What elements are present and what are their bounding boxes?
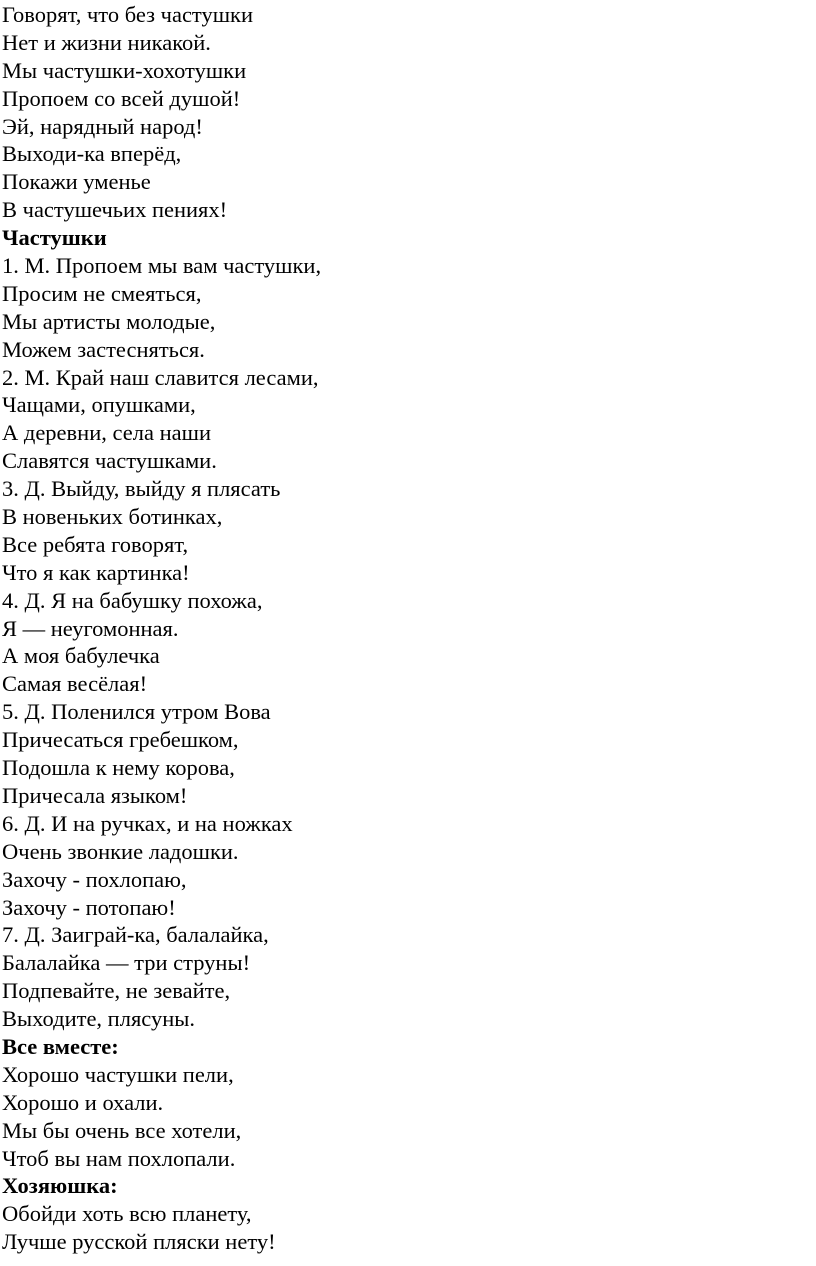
verse-line: Захочу - потопаю! [2, 894, 176, 920]
hostess-stanza [2, 1200, 812, 1256]
verse-line: Что я как картинка! [2, 559, 190, 585]
together-line: Чтоб вы нам похлопали. [2, 1145, 236, 1171]
verse-line: Мы артисты молодые, [2, 308, 216, 334]
intro-line: Мы частушки-хохотушки [2, 57, 247, 83]
verse-line: Очень звонкие ладошки. [2, 838, 239, 864]
verse-line: 2. М. Край наш славится лесами, [2, 364, 319, 390]
verse-line: Выходите, плясуны. [2, 1006, 196, 1032]
verse-line: Просим не смеяться, [2, 280, 202, 306]
verse-line: Самая весёлая! [2, 671, 148, 697]
intro-line: Говорят, что без частушки [2, 2, 254, 27]
document-text [2, 1, 812, 1256]
together-label: Все вместе: [2, 1033, 119, 1059]
intro-line: Выходи-ка вперёд, [2, 141, 182, 167]
together-stanza [2, 1061, 812, 1173]
verse-line: Захочу - похлопаю, [2, 866, 187, 892]
verse-line: Причесала языком! [2, 782, 188, 808]
verse-line: 6. Д. И на ручках, и на ножках [2, 810, 293, 836]
verse-line: 5. Д. Поленился утром Вова [2, 699, 271, 725]
verse-line: 3. Д. Выйду, выйду я плясать [2, 476, 281, 502]
verse-line: Я — неугомонная. [2, 615, 179, 641]
verse-line: Балалайка — три струны! [2, 950, 251, 976]
intro-line: Нет и жизни никакой. [2, 29, 211, 55]
verse-line: Подпевайте, не зевайте, [2, 978, 231, 1004]
verse-3 [2, 475, 812, 587]
hostess-line: Лучше русской пляски нету! [2, 1229, 276, 1255]
verse-line: Причесаться гребешком, [2, 727, 239, 753]
verse-line: А деревни, села наши [2, 420, 211, 446]
verse-5 [2, 698, 812, 810]
verse-line: 4. Д. Я на бабушку похожа, [2, 587, 263, 613]
together-line: Хорошо и охали. [2, 1089, 164, 1115]
verse-7 [2, 921, 812, 1033]
intro-line: Эй, нарядный народ! [2, 113, 203, 139]
verse-line: Славятся частушками. [2, 448, 217, 474]
intro-stanza [2, 1, 812, 224]
section-title: Частушки [2, 225, 107, 251]
verse-line: Подошла к нему корова, [2, 755, 235, 781]
intro-line: Пропоем со всей душой! [2, 85, 241, 111]
intro-line: Покажи уменье [2, 169, 151, 195]
verse-6 [2, 810, 812, 922]
verse-line: Можем застесняться. [2, 336, 205, 362]
together-line: Мы бы очень все хотели, [2, 1117, 242, 1143]
hostess-label: Хозяюшка: [2, 1173, 118, 1199]
together-line: Хорошо частушки пели, [2, 1061, 234, 1087]
verse-line: А моя бабулечка [2, 643, 160, 669]
intro-line: В частушечьих пениях! [2, 197, 228, 223]
verse-line: 7. Д. Заиграй-ка, балалайка, [2, 922, 269, 948]
verse-line: Все ребята говорят, [2, 531, 189, 557]
verse-line: В новеньких ботинках, [2, 504, 223, 530]
verse-line: Чащами, опушками, [2, 392, 196, 418]
verse-1 [2, 252, 812, 364]
verse-line: 1. М. Пропоем мы вам частушки, [2, 253, 322, 279]
verse-2 [2, 364, 812, 476]
hostess-line: Обойди хоть всю планету, [2, 1201, 252, 1227]
verse-4 [2, 587, 812, 699]
